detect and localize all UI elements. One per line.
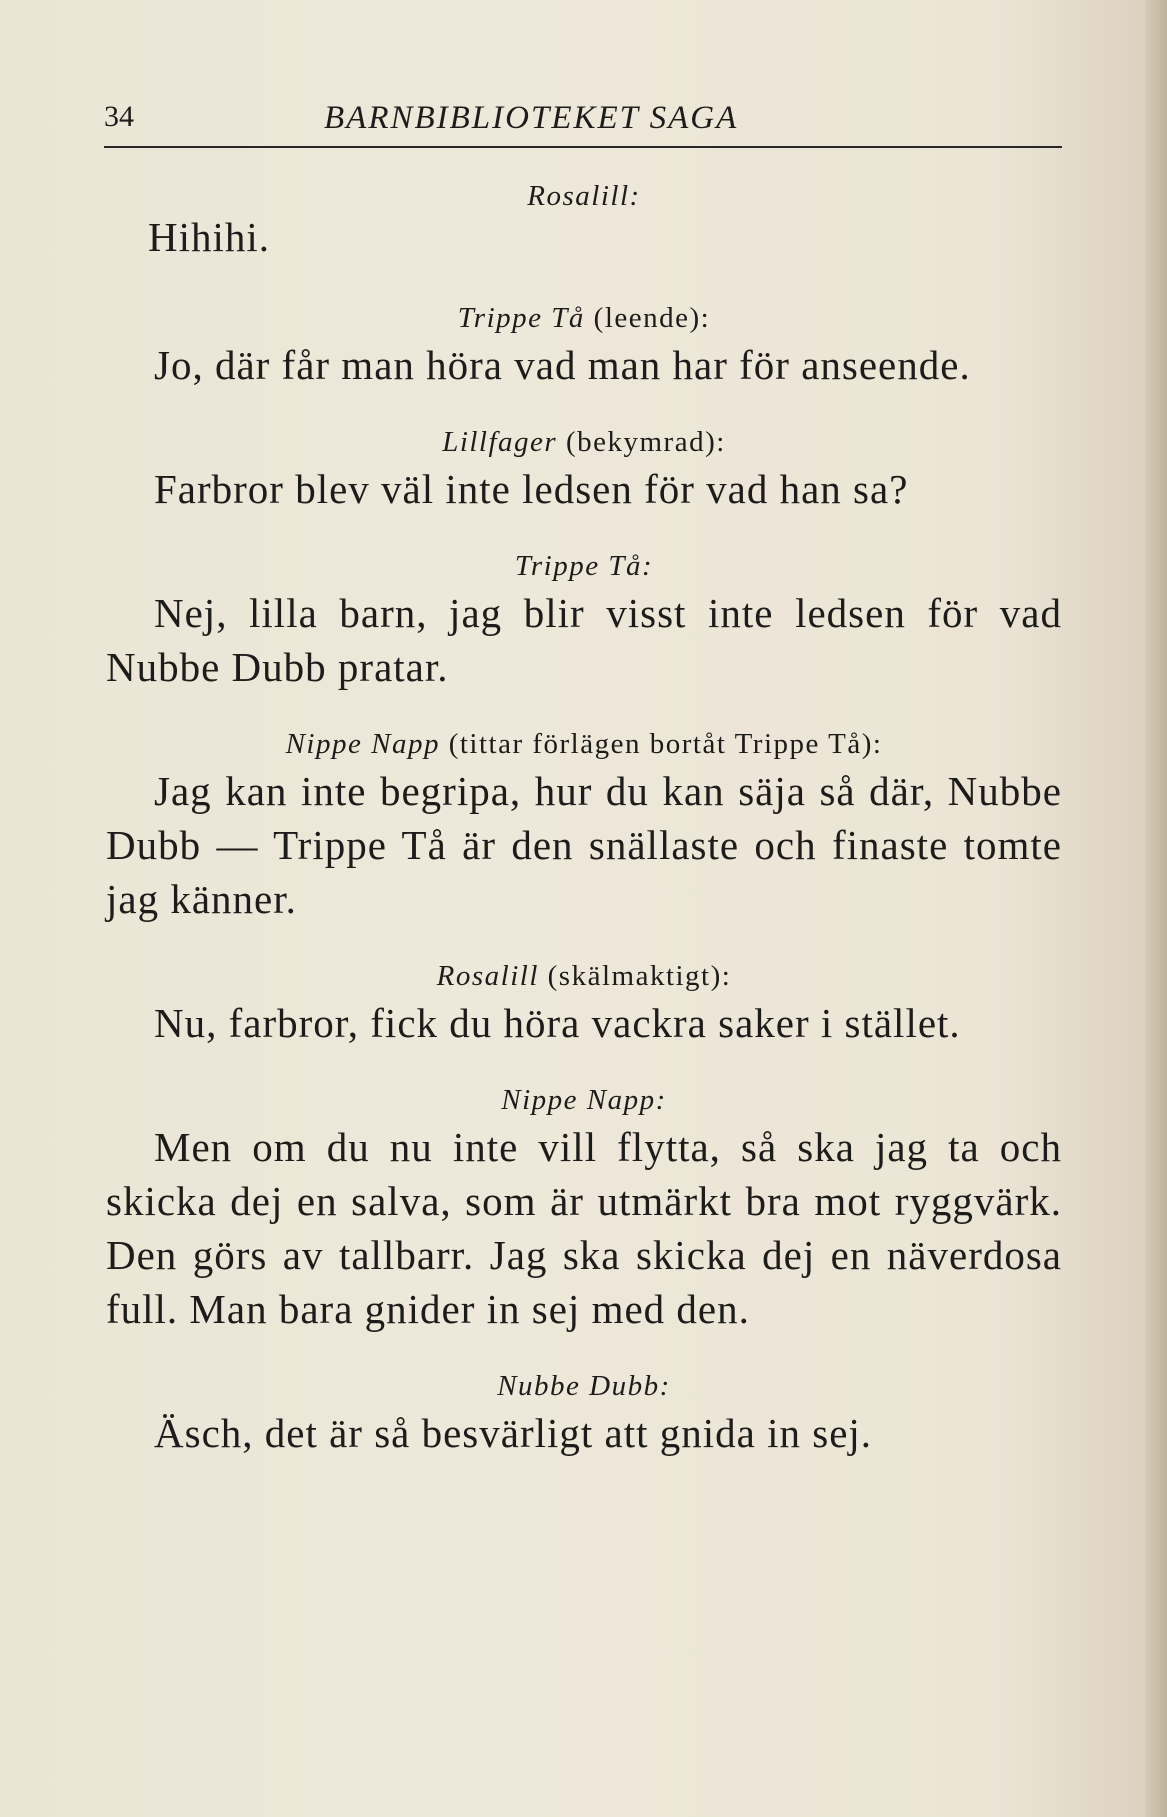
- stage-direction: (bekymrad):: [565, 426, 726, 458]
- page-gutter: [1145, 0, 1167, 1817]
- speaker-name: Nubbe Dubb:: [497, 1370, 671, 1402]
- speaker-line: [106, 724, 1062, 764]
- speaker-name: Nippe Napp: [285, 728, 440, 760]
- dialogue-block: [106, 1080, 1062, 1336]
- speaker-name: Nippe Napp:: [501, 1084, 667, 1116]
- page-body: [106, 180, 1062, 1490]
- speaker-line: [106, 956, 1062, 996]
- dialogue-text: Nej, lilla barn, jag blir visst inte ledsen för vad Nubbe Dubb pratar.: [106, 590, 1062, 690]
- dialogue-text: Men om du nu inte vill flytta, så ska jag ta och skicka dej en salva, som är utmärkt bra mot ryggvärk. Den görs av tallbarr. Jag ska skicka dej en näverdosa full. Man bara gnider in sej med den.: [106, 1124, 1062, 1332]
- speaker-line: [106, 1080, 1062, 1120]
- dialogue-block: [106, 1366, 1062, 1460]
- speaker-name: Rosalill:: [527, 180, 641, 212]
- speaker-line: [106, 546, 1062, 586]
- page-number: 34: [104, 100, 134, 133]
- dialogue-block: [106, 176, 1062, 264]
- dialogue-block: [106, 956, 1062, 1050]
- speaker-line: [106, 422, 1062, 462]
- speaker-name: Trippe Tå: [457, 302, 585, 334]
- dialogue-text: Farbror blev väl inte ledsen för vad han sa?: [154, 466, 909, 512]
- dialogue-block: [106, 298, 1062, 392]
- stage-direction: (leende):: [593, 302, 711, 334]
- dialogue-text: Äsch, det är så besvärligt att gnida in sej.: [154, 1410, 873, 1456]
- dialogue-text: Hihihi.: [148, 214, 271, 260]
- speaker-name: Lillfager: [442, 426, 558, 458]
- dialogue-text: Jo, där får man höra vad man har för anseende.: [154, 342, 971, 388]
- page-header: [104, 100, 1062, 148]
- speaker-name: Rosalill: [436, 960, 539, 992]
- stage-direction: (tittar förlägen bortåt Trippe Tå):: [448, 728, 883, 760]
- dialogue-block: [106, 724, 1062, 926]
- dialogue-block: [106, 422, 1062, 516]
- speaker-name: Trippe Tå:: [514, 550, 654, 582]
- dialogue-text: Nu, farbror, fick du höra vackra saker i stället.: [154, 1000, 961, 1046]
- dialogue-block: [106, 546, 1062, 694]
- running-head: BARNBIBLIOTEKET SAGA: [324, 100, 739, 136]
- speaker-line: [106, 1366, 1062, 1406]
- dialogue-text: Jag kan inte begripa, hur du kan säja så där, Nubbe Dubb — Trippe Tå är den snällaste och finaste tomte jag känner.: [106, 768, 1062, 922]
- speaker-line: [106, 298, 1062, 338]
- stage-direction: (skälmaktigt):: [547, 960, 732, 992]
